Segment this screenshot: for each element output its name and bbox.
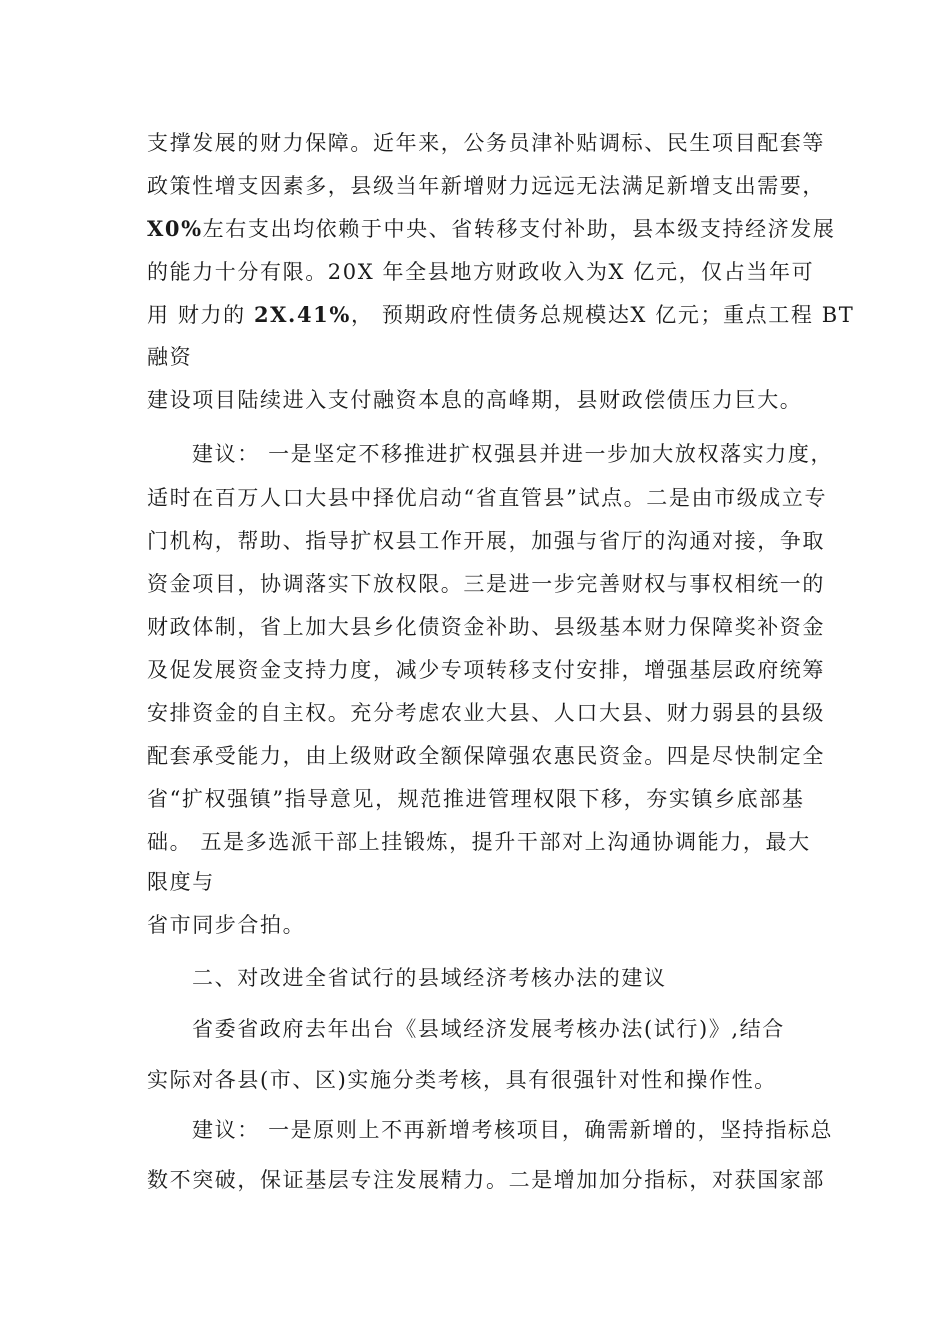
- paragraph-line: 支撑发展的财力保障。近年来，公务员津补贴调标、民生项目配套等: [147, 131, 825, 155]
- paragraph-line: 省市同步合拍。: [147, 913, 306, 937]
- paragraph-line: 础。 五是多选派干部上挂锻炼，提升干部对上沟通协调能力，最大: [147, 830, 811, 854]
- paragraph-line: 安排资金的自主权。充分考虑农业大县、人口大县、财力弱县的县级: [147, 701, 825, 725]
- paragraph-line: 实际对各县(市、区)实施分类考核，具有很强针对性和操作性。: [147, 1068, 777, 1092]
- paragraph-line: 的能力十分有限。20X 年全县地方财政收入为X 亿元，仅占当年可: [147, 260, 815, 284]
- paragraph-line: 财政体制，省上加大县乡化债资金补助、县级基本财力保障奖补资金: [147, 615, 825, 639]
- paragraph-line: [147, 301, 854, 329]
- paragraph-line: 资金项目，协调落实下放权限。三是进一步完善财权与事权相统一的: [147, 572, 825, 596]
- paragraph-line: [147, 215, 835, 243]
- paragraph-line: 限度与: [147, 870, 215, 894]
- section-heading: 二、对改进全省试行的县域经济考核办法的建议: [192, 966, 667, 990]
- paragraph-line: 建议： 一是坚定不移推进扩权强县并进一步加大放权落实力度，: [192, 442, 834, 466]
- paragraph-line: 配套承受能力，由上级财政全额保障强农惠民资金。四是尽快制定全: [147, 744, 825, 768]
- paragraph-line: 及促发展资金支持力度，减少专项转移支付安排，增强基层政府统筹: [147, 658, 825, 682]
- bold-percent: 2X.41%: [253, 302, 351, 327]
- paragraph-line: 数不突破，保证基层专注发展精力。二是增加加分指标，对获国家部: [147, 1168, 825, 1192]
- paragraph-line: 建议： 一是原则上不再新增考核项目，确需新增的，坚持指标总: [192, 1118, 834, 1142]
- paragraph-line: 适时在百万人口大县中择优启动“省直管县”试点。二是由市级成立专: [147, 486, 828, 510]
- paragraph-line: 融资: [147, 345, 193, 369]
- line-text: 左右支出均依赖于中央、省转移支付补助，县本级支持经济发展: [202, 217, 836, 241]
- paragraph-line: 省委省政府去年出台《县域经济发展考核办法(试行)》,结合: [192, 1017, 785, 1041]
- bold-percent: X0%: [147, 216, 203, 241]
- line-text: ， 预期政府性债务总规模达X 亿元；重点工程 BT: [350, 303, 855, 327]
- paragraph-line: 门机构，帮助、指导扩权县工作开展，加强与省厅的沟通对接，争取: [147, 529, 825, 553]
- paragraph-line: 政策性增支因素多，县级当年新增财力远远无法满足新增支出需要，: [147, 174, 825, 198]
- paragraph-line: 省“扩权强镇”指导意见，规范推进管理权限下移，夯实镇乡底部基: [147, 787, 805, 811]
- paragraph-line: 建设项目陆续进入支付融资本息的高峰期，县财政偿债压力巨大。: [147, 388, 803, 412]
- line-text: 用 财力的: [147, 303, 254, 327]
